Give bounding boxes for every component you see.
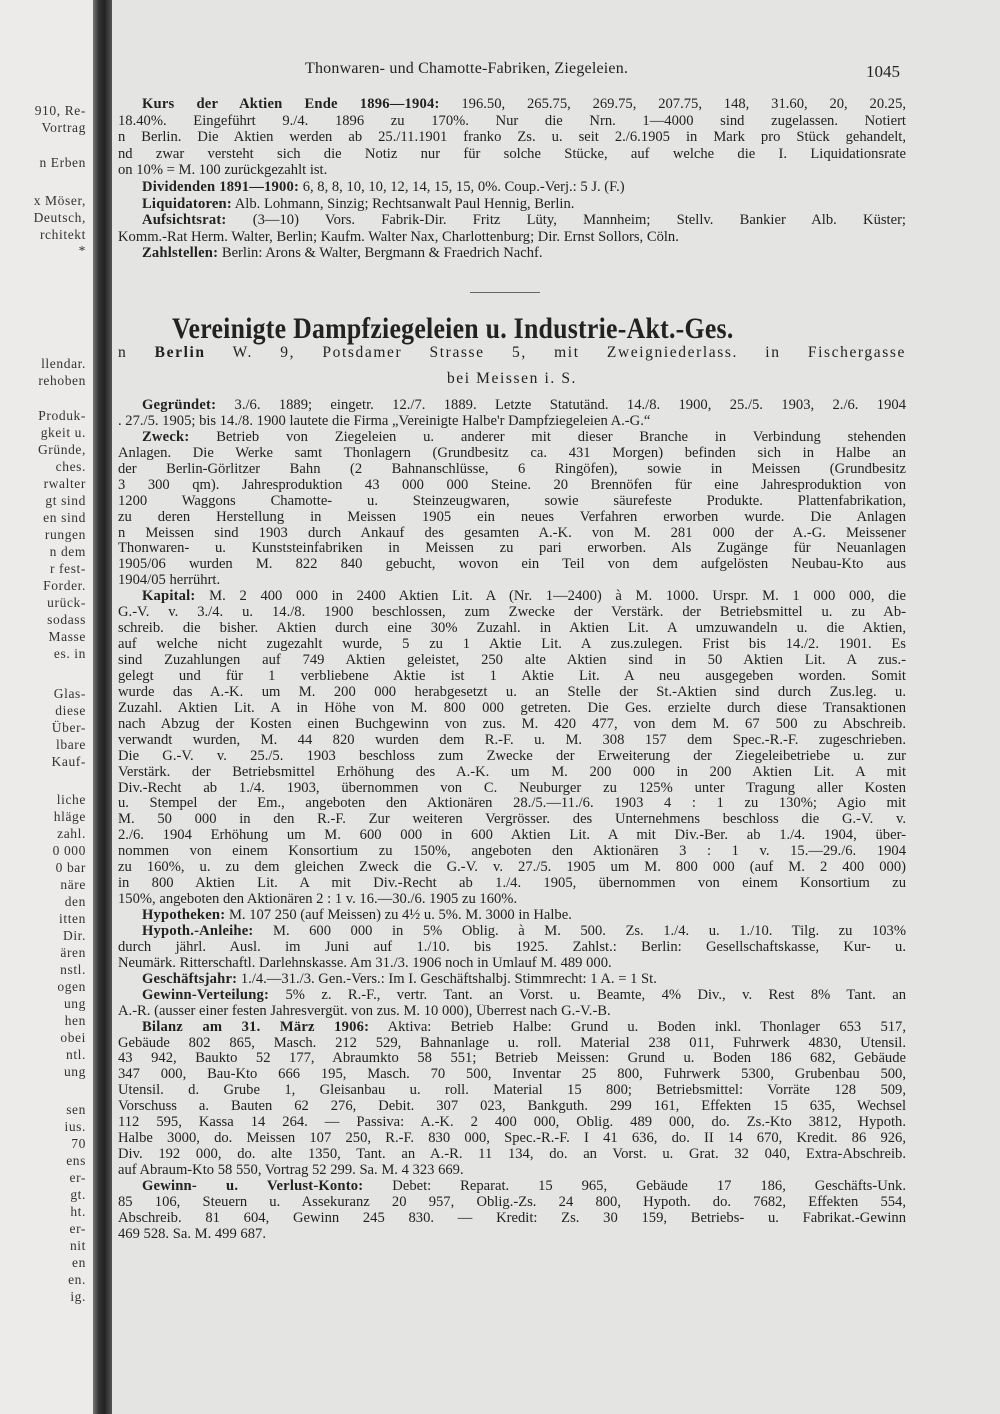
facing-page-text-fragment: den xyxy=(64,894,86,909)
text-line xyxy=(118,956,906,972)
section-text: . 27./5. 1905; bis 14./8. 1900 lautete die Firma „Vereinigte Halbe'r Dampfziegeleien A.-G.“ xyxy=(118,413,651,429)
facing-page-text-fragment: ntl. xyxy=(65,1047,86,1062)
section-text: Anlagen. Die Werke samt Thonlagern (Grundbesitz ca. 431 Morgen) befinden sich in Halbe an xyxy=(118,445,906,461)
facing-page-text-fragment: gt sind xyxy=(45,493,86,508)
facing-page-text-fragment: nstl. xyxy=(60,962,86,977)
section-text: nach Abzug der Kosten einen Buchgewinn von zus. M. 420 477, von dem M. 67 500 zu Abschreib. xyxy=(118,716,906,732)
facing-page-text-fragment: Dir. xyxy=(62,928,86,943)
facing-page-text-fragment: näre xyxy=(60,877,86,892)
section-text: 150%, angeboten den Aktionären 2 : 1 v. 16.—30./6. 1905 zu 160%. xyxy=(118,892,518,908)
section-text: (3—10) Vors. Fabrik-Dir. Fritz Lüty, Mannheim; Stellv. Bankier Alb. Küster; xyxy=(226,212,906,229)
text-line xyxy=(118,162,906,179)
text-line xyxy=(118,1020,906,1036)
page-number: 1045 xyxy=(866,62,900,81)
text-line xyxy=(118,812,906,828)
running-header: Thonwaren- und Chamotte-Fabriken, Ziegeleien. xyxy=(305,60,629,77)
section-text: Div. 192 000, do. alte 1350, Tant. an A.-R. 11 134, do. an Vorst. u. Grat. 32 040, Extra-Abschreib. xyxy=(118,1147,906,1163)
text-line xyxy=(118,796,906,812)
section-text: 43 942, Baukto 52 177, Abraumkto 58 551; Betrieb Meissen: Grund u. Boden 186 682, Gebäude xyxy=(118,1051,906,1067)
section-text: nd zwar versteht sich die Notiz nur für solche Stücke, auf welche die I. Liquidationsrate xyxy=(118,145,906,162)
book-gutter xyxy=(93,0,112,1414)
section-text: 1905/06 wurden M. 822 840 gebucht, wovon ein Teil von dem aufgelösten Neubau-Kto aus xyxy=(118,557,906,573)
section-text: on 10% = M. 100 zurückgezahlt ist. xyxy=(118,162,328,179)
text-line xyxy=(118,1099,906,1115)
facing-page-text-fragment: ches. xyxy=(55,459,86,474)
section-label: Bilanz am 31. März 1906: xyxy=(142,1019,370,1035)
text-line xyxy=(118,96,906,113)
text-line xyxy=(118,1227,906,1243)
section-text: Die G.-V. v. 25./5. 1903 beschloss zum Zwecke der Erweiterung der Ziegeleibetriebe u. zur xyxy=(118,748,906,764)
section-text: Abschreib. 81 604, Gewinn 245 830. — Kredit: Zs. 30 159, Betriebs- u. Fabrikat.-Gewinn xyxy=(118,1210,906,1226)
text-line xyxy=(118,1036,906,1052)
text-line xyxy=(118,876,906,892)
facing-page-text-fragment: zahl. xyxy=(57,826,86,841)
text-line xyxy=(118,494,906,510)
facing-page-text-fragment: Gründe, xyxy=(37,442,86,457)
facing-page-text-fragment: 70 xyxy=(71,1136,86,1151)
section-text: 6, 8, 8, 10, 10, 12, 14, 15, 15, 0%. Coup.-Verj.: 5 J. (F.) xyxy=(299,178,625,195)
facing-page-text-fragment: rungen xyxy=(44,527,86,542)
facing-page-text-fragment: n dem xyxy=(49,544,86,559)
section-label: Gewinn- u. Verlust-Konto: xyxy=(142,1178,364,1194)
section-text: 112 595, Kassa 14 264. — Passiva: A.-K. 2 400 000, Oblig. 489 000, do. Zs.-Kto 3812, Hypoth. xyxy=(118,1115,906,1131)
section-text: M. 107 250 (auf Meissen) zu 4½ u. 5%. M. 3000 in Halbe. xyxy=(225,908,572,923)
section-text: 196.50, 265.75, 269.75, 207.75, 148, 31.60, 20, 20.25, xyxy=(439,96,906,112)
section-label: Kurs der Aktien Ende 1896—1904: xyxy=(142,96,440,112)
facing-page-text-fragment: itten xyxy=(59,911,86,926)
section-label: Aufsichtsrat: xyxy=(142,212,227,229)
text-line xyxy=(118,733,906,749)
facing-page-text-fragment: urück- xyxy=(47,595,86,610)
text-line xyxy=(118,844,906,860)
section-text: 3./6. 1889; eingetr. 12./7. 1889. Letzte Statutänd. 14./8. 1900, 25./5. 1903, 2./6. 1904 xyxy=(216,398,906,413)
text-line xyxy=(118,414,906,430)
section-text: nommen von einem Konsortium zu 150%, angeboten den Aktionären 3 : 1 v. 15.—29./6. 1904 xyxy=(118,844,906,860)
text-line xyxy=(118,245,906,262)
facing-page-text-fragment: Vortrag xyxy=(41,120,86,135)
text-line xyxy=(118,653,906,669)
text-line xyxy=(118,589,906,605)
facing-page-text-fragment: er- xyxy=(69,1221,86,1236)
section-text: 5% z. R.-F., vertr. Tant. an Vorst. u. Beamte, 4% Div., v. Rest 8% Tant. an xyxy=(269,987,906,1003)
text-line xyxy=(118,1131,906,1147)
section-text: M. 600 000 in 5% Oblig. à M. 500. Zs. 1./4. u. 1./10. Tilg. zu 103% xyxy=(253,923,906,939)
entry-address: n Berlin W. 9, Potsdamer Strasse 5, mit Zweigniederlass. in Fischergasse xyxy=(118,344,906,361)
text-line xyxy=(118,212,906,229)
section-text: 347 000, Bau-Kto 666 195, Masch. 70 500, Inventar 25 800, Fuhrwerk 5300, Grubenbau 500, xyxy=(118,1067,906,1083)
facing-page-text-fragment: ung xyxy=(63,1064,86,1079)
facing-page-text-fragment: hläge xyxy=(53,809,86,824)
section-text: n Meissen sind 1903 durch Ankauf des gesamten A.-K. von M. 281 000 der A.-G. Meissener xyxy=(118,525,906,541)
section-text: Verstärk. der Betriebsmittel Erhöhung des A.-K. um M. 200 000 in 200 Aktien Lit. A mit xyxy=(118,764,906,780)
text-line xyxy=(118,717,906,733)
facing-page-text-fragment: nit xyxy=(69,1238,86,1253)
text-line xyxy=(118,1147,906,1163)
facing-page-text-fragment: x Möser, xyxy=(33,193,86,208)
facing-page-text-fragment: ius. xyxy=(64,1119,86,1134)
facing-page-text-fragment: lbare xyxy=(56,737,86,752)
facing-page-text-fragment: rwalter xyxy=(43,476,86,491)
text-line xyxy=(118,113,906,130)
facing-page-text-fragment: rehoben xyxy=(38,373,86,388)
facing-page-text-fragment: gkeit u. xyxy=(40,425,86,440)
facing-page-text-fragment: Masse xyxy=(48,629,86,644)
section-text: 85 106, Steuern u. Assekuranz 20 957, Oblig.-Zs. 24 800, Hypoth. do. 7682, Effekten 554, xyxy=(118,1194,906,1210)
text-line xyxy=(118,541,906,557)
facing-page-text-fragment: ig. xyxy=(70,1289,86,1304)
section-text: Komm.-Rat Herm. Walter, Berlin; Kaufm. Walter Nax, Charlottenburg; Dir. Ernst Sollors, Cöln. xyxy=(118,228,679,245)
text-line xyxy=(118,972,906,988)
text-line xyxy=(118,1115,906,1131)
section-text: 2./6. 1904 Erhöhung um M. 600 000 in 600 Aktien Lit. A mit Div.-Ber. ab 1./4. 1904, über- xyxy=(118,828,906,844)
text-line xyxy=(118,196,906,213)
entry-separator xyxy=(470,292,540,293)
text-line xyxy=(118,462,906,478)
text-line xyxy=(118,988,906,1004)
text-line xyxy=(118,129,906,146)
text-line xyxy=(118,1083,906,1099)
section-label: Dividenden 1891—1900: xyxy=(142,178,300,195)
text-line xyxy=(118,557,906,573)
text-line xyxy=(118,1195,906,1211)
facing-page-text-fragment: * xyxy=(78,243,86,258)
section-text: Div.-Recht ab 1./4. 1903, übernommen von C. Neuburger zu 125% unter Tragung aller Kosten xyxy=(118,780,906,796)
facing-page-text-fragment: ung xyxy=(63,996,86,1011)
text-line xyxy=(118,940,906,956)
text-line xyxy=(118,446,906,462)
section-text: der Berlin-Görlitzer Bahn (2 Bahnanschlüsse, 6 Ringöfen), sowie in Meissen (Grundbesitz xyxy=(118,461,906,477)
text-line xyxy=(118,1067,906,1083)
text-line xyxy=(118,430,906,446)
text-line xyxy=(118,637,906,653)
section-text: Vorschuss a. Bauten 62 276, Debit. 307 023, Bankguth. 299 161, Effekten 15 635, Wechsel xyxy=(118,1099,906,1115)
section-text: gelegt und für 1 verbliebene Aktie ist 1 Aktie Lit. A neu ausgegeben worden. Somit xyxy=(118,668,906,684)
text-line xyxy=(118,510,906,526)
section-text: 1200 Waggons Chamotte- u. Steinzeugwaren, sowie säurefeste Produkte. Plattenfabrikation, xyxy=(118,493,906,509)
section-text: u. Stempel der Em., angeboten den Aktionären 28./5.—11./6. 1903 4 : 1 zu 130%; Agio mit xyxy=(118,796,906,812)
facing-page-text-fragment: 910, Re- xyxy=(34,103,86,118)
text-line xyxy=(118,1051,906,1067)
facing-page-text-fragment: r fest- xyxy=(49,561,86,576)
section-label: Zweck: xyxy=(142,429,190,445)
text-line xyxy=(118,229,906,246)
entry-title: Vereinigte Dampfziegeleien u. Industrie-Akt.-Ges. xyxy=(172,312,734,345)
section-label: Geschäftsjahr: xyxy=(142,971,238,987)
facing-page-text-fragment: sodass xyxy=(47,612,86,627)
text-line xyxy=(118,146,906,163)
section-text: auf Abraum-Kto 58 550, Vortrag 52 299. Sa. M. 4 323 669. xyxy=(118,1163,464,1178)
text-line xyxy=(118,1163,906,1179)
facing-page-text-fragment: 0 000 xyxy=(52,843,86,858)
facing-page-text-fragment: Glas- xyxy=(53,686,86,701)
facing-page-text-fragment: rchitekt xyxy=(39,227,86,242)
section-text: durch jährl. Ausl. im Juni auf 1./10. bis 1925. Zahlst.: Berlin: Gesellschaftskasse, Kur- u. xyxy=(118,939,906,955)
facing-page-text-fragment: ären xyxy=(60,945,86,960)
text-line xyxy=(118,573,906,589)
section-text: 1./4.—31./3. Gen.-Vers.: Im I. Geschäftshalbj. Stimmrecht: 1 A. = 1 St. xyxy=(237,971,657,987)
facing-page-text-fragment: Produk- xyxy=(38,408,86,423)
text-line xyxy=(118,179,906,196)
section-label: Hypoth.-Anleihe: xyxy=(142,923,254,939)
text-line xyxy=(118,1211,906,1227)
section-text: 18.40%. Eingeführt 9./4. 1896 zu 170%. Nur die Nrn. 1—4000 sind zugelassen. Notiert xyxy=(118,112,906,129)
section-text: M. 50 000 in den R.-F. Zur weiteren Vergrösser. des Unternehmens beschloss die G.-V. v. xyxy=(118,812,906,828)
section-text: zu deren Herstellung in Meissen 1905 ein neues Verfahren erworben wurde. Die Anlagen xyxy=(118,509,906,525)
facing-page-text-fragment: llendar. xyxy=(41,356,86,371)
text-line xyxy=(118,908,906,924)
facing-page-text-fragment: Kauf- xyxy=(51,754,86,769)
text-line xyxy=(118,701,906,717)
entry-body xyxy=(118,398,906,1243)
facing-page-text-fragment: Deutsch, xyxy=(33,210,86,225)
section-text: Gebäude 802 865, Masch. 212 529, Bahnanlage u. roll. Material 238 011, Fuhrwerk 4830, Utensil. xyxy=(118,1035,906,1051)
facing-page-text-fragment: obei xyxy=(60,1030,86,1045)
section-text: Berlin: Arons & Walter, Bergmann & Fraedrich Nachf. xyxy=(218,245,543,262)
facing-page-text-fragment: liche xyxy=(56,792,86,807)
section-label: Liquidatoren: xyxy=(142,195,232,212)
facing-page-text-fragment: en xyxy=(72,1255,86,1270)
text-line xyxy=(118,1179,906,1195)
section-text: 3 300 qm). Jahresproduktion 43 000 000 Steine. 20 Brennöfen für eine Jahresproduktion von xyxy=(118,477,906,493)
section-label: Hypotheken: xyxy=(142,908,226,923)
section-text: 469 528. Sa. M. 499 687. xyxy=(118,1226,266,1242)
facing-page-fragment xyxy=(0,0,92,1414)
section-text: Utensil. d. Grube 1, Gleisanbau u. roll. Material 15 800; Betriebsmittel: Vorräte 128 509, xyxy=(118,1083,906,1099)
section-text: Neumärk. Ritterschaftl. Darlehnskasse. Am 31./3. 1906 noch in Umlauf M. 489 000. xyxy=(118,955,612,971)
facing-page-text-fragment: ogen xyxy=(57,979,86,994)
text-line xyxy=(118,526,906,542)
previous-entry-text xyxy=(118,96,906,262)
section-text: G.-V. v. 3./4. u. 14./8. 1900 beschlossen, zum Zwecke der Verstärk. der Betriebsmittel u. zu Ab- xyxy=(118,605,906,621)
text-line xyxy=(118,1004,906,1020)
section-text: auf welche nicht zugezahlt wurde, 5 zu 1 Aktie Lit. A zus.zulegen. Frist bis 14./2. 1901. Es xyxy=(118,637,906,653)
section-text: Zuzahl. Aktien Lit. A in Höhe von M. 800 000 getreten. Die Ges. erzielte durch diese Transaktionen xyxy=(118,700,906,716)
section-text: Thonwaren- u. Kunststeinfabriken in Meissen zu pari erworben. Als Zugänge für Neuanlagen xyxy=(118,541,906,557)
section-text: wurde das A.-K. um M. 200 000 herabgesetzt u. an Stelle der St.-Aktien sind durch Zus.leg. u. xyxy=(118,684,906,700)
text-line xyxy=(118,621,906,637)
facing-page-text-fragment: Forder. xyxy=(43,578,86,593)
section-text: M. 2 400 000 in 2400 Aktien Lit. A (Nr. 1—2400) à M. 1000. Urspr. M. 1 000 000, die xyxy=(195,589,906,605)
section-text: Betrieb von Ziegeleien u. anderer mit dieser Branche in Verbindung stehenden xyxy=(189,429,906,445)
text-line xyxy=(118,669,906,685)
facing-page-text-fragment: gt. xyxy=(70,1187,86,1202)
facing-page-text-fragment: er- xyxy=(69,1170,86,1185)
text-line xyxy=(118,749,906,765)
entry-address-city: bei Meissen i. S. xyxy=(446,370,578,387)
section-text: A.-R. (ausser einer festen Jahresvergüt. von zus. M. 10 000), Überrest nach G.-V.-B. xyxy=(118,1003,611,1019)
text-line xyxy=(118,765,906,781)
facing-page-text-fragment: en. xyxy=(68,1272,86,1287)
text-line xyxy=(118,828,906,844)
facing-page-text-fragment: n Erben xyxy=(39,155,86,170)
section-text: Halbe 3000, do. Meissen 107 250, R.-F. 830 000, Spec.-R.-F. I 41 636, do. II 14 670, Kredit. 86 926, xyxy=(118,1131,906,1147)
facing-page-text-fragment: diese xyxy=(55,703,86,718)
section-text: zu 160%, u. zu dem gleichen Zweck die G.-V. v. 27./5. 1905 um M. 800 000 (auf M. 2 400 000) xyxy=(118,860,906,876)
section-text: Aktiva: Betrieb Halbe: Grund u. Boden inkl. Thonlager 653 517, xyxy=(369,1019,906,1035)
text-line xyxy=(118,781,906,797)
facing-page-text-fragment: en sind xyxy=(43,510,86,525)
text-line xyxy=(118,924,906,940)
facing-page-text-fragment: sen xyxy=(66,1102,86,1117)
section-text: sind Zuzahlungen auf 749 Aktien geleistet, 250 alte Aktien sind in 50 Aktien Lit. A zus.- xyxy=(118,653,906,668)
section-label: Kapital: xyxy=(142,589,196,605)
text-line xyxy=(118,605,906,621)
facing-page-text-fragment: es. in xyxy=(53,646,86,661)
facing-page-text-fragment: Über- xyxy=(51,720,86,735)
text-line xyxy=(118,685,906,701)
text-line xyxy=(118,892,906,908)
address-city: Berlin xyxy=(154,344,206,361)
text-line xyxy=(118,478,906,494)
section-text: 1904/05 herrührt. xyxy=(118,573,221,589)
section-text: in 800 Aktien Lit. A mit Div.-Recht ab 1./4. 1905, übernommen von einem Konsortium zu xyxy=(118,876,906,892)
section-text: Alb. Lohmann, Sinzig; Rechtsanwalt Paul Hennig, Berlin. xyxy=(231,195,575,212)
text-line xyxy=(118,398,906,414)
section-label: Gegründet: xyxy=(142,398,217,413)
section-text: Debet: Reparat. 15 965, Gebäude 17 186, Geschäfts-Unk. xyxy=(363,1178,906,1194)
facing-page-text-fragment: hen xyxy=(64,1013,86,1028)
section-label: Zahlstellen: xyxy=(142,245,219,262)
section-text: schreib. die bisher. Aktien durch eine 30% Zuzahl. in Aktien Lit. A umzuwandeln u. die Aktien, xyxy=(118,621,906,637)
section-text: n Berlin. Die Aktien werden ab 25./11.1901 franko Zs. u. seit 2./6.1905 in Mark pro Stück gehandelt, xyxy=(118,129,906,146)
facing-page-text-fragment: ht. xyxy=(70,1204,86,1219)
facing-page-text-fragment: 0 bar xyxy=(55,860,86,875)
text-line xyxy=(118,860,906,876)
section-text: verwandt wurden, M. 44 820 wurden dem R.-F. u. M. 308 157 dem Spec.-R.-F. zugeschrieben. xyxy=(118,732,906,748)
section-label: Gewinn-Verteilung: xyxy=(142,987,270,1003)
facing-page-text-fragment: ens xyxy=(66,1153,86,1168)
